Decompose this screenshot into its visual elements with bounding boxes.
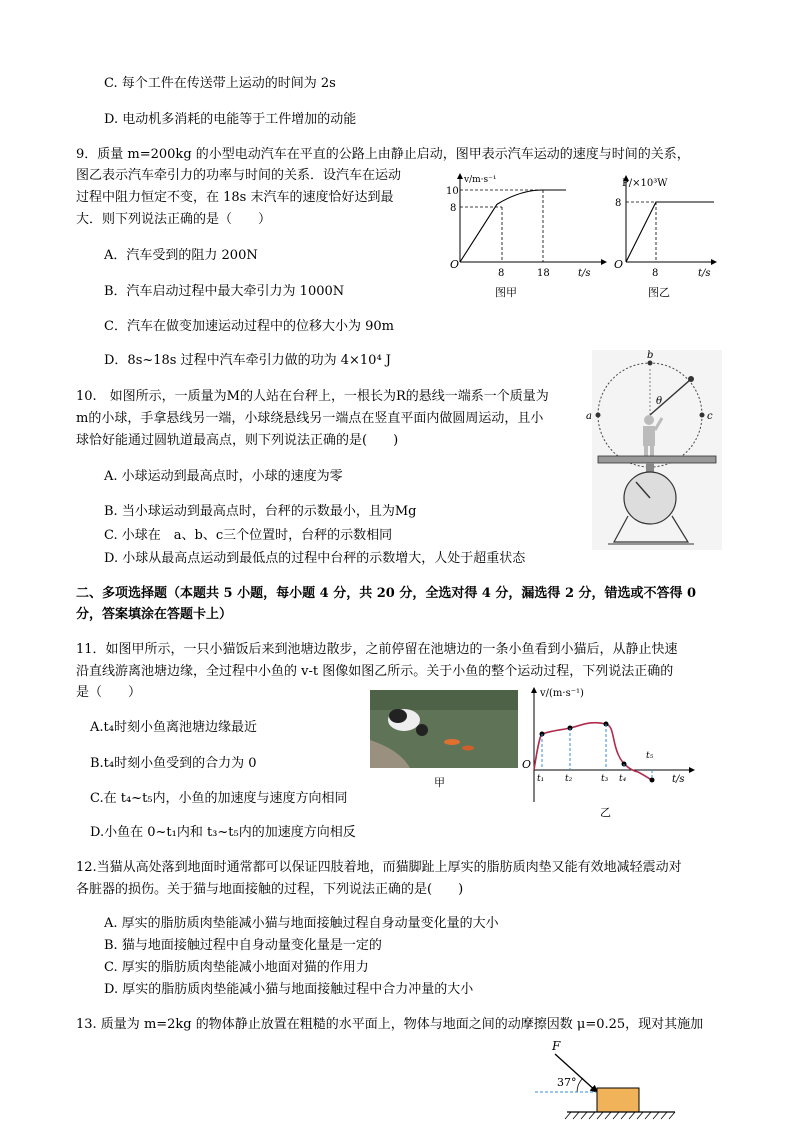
q9-jia-ylabel: v/m·s⁻¹ — [464, 175, 497, 185]
q11-velocity-curve — [534, 723, 652, 780]
q9-option-d: D．8s~18s 过程中汽车牵引力做的功为 4×10⁴ J — [104, 353, 391, 368]
section2-heading-line1: 二、多项选择题（本题共 5 小题，每小题 4 分，共 20 分，全选对得 4 分，漏选得 2 分，错选或不答得 0 — [76, 586, 697, 601]
q11-graph-origin: O — [522, 758, 532, 771]
q11-tick-t4: t₄ — [619, 774, 627, 784]
section2-heading-line2: 分，答案填涂在答题卡上） — [76, 607, 233, 622]
q9-option-c: C．汽车在做变加速运动过程中的位移大小为 90m — [104, 319, 394, 334]
q11-fish-icon — [444, 739, 460, 745]
q10-line2: m的小球，手拿悬线另一端，小球绕悬线另一端点在竖直平面内做圆周运动，且小 — [76, 411, 544, 426]
q13-force-label: F — [552, 1039, 561, 1053]
q11-graph-caption: 乙 — [600, 806, 611, 819]
q10-point-c — [700, 413, 705, 418]
q9-jia-xtick-8: 8 — [498, 268, 505, 279]
q9-yi-ytick-8: 8 — [615, 198, 622, 209]
q10-label-a: a — [586, 411, 592, 422]
q9-jia-caption: 图甲 — [495, 286, 517, 299]
q11-option-b: B.t₄时刻小鱼受到的合力为 0 — [90, 756, 257, 771]
q12-option-a: A. 厚实的脂肪质肉垫能减小猫与地面接触过程自身动量变化量的大小 — [104, 916, 499, 931]
q10-point-b — [648, 361, 653, 366]
q10-line1: 10. 如图所示，一质量为M的人站在台秤上，一根长为R的悬线一端系一个质量为 — [76, 389, 549, 404]
q9-yi-ylabel: P/×10³W — [622, 178, 668, 189]
q11-graph-ylabel: v/(m·s⁻¹) — [540, 688, 584, 699]
q11-graph-vt — [520, 684, 700, 819]
q12-line2: 各脏器的损伤。关于猫与地面接触的过程，下列说法正确的是( ) — [76, 882, 464, 897]
q9-graph-jia — [440, 170, 610, 300]
q10-label-theta: θ — [656, 396, 663, 407]
q9-jia-origin: O — [450, 258, 460, 271]
q8-option-c: C. 每个工件在传送带上运动的时间为 2s — [104, 76, 336, 91]
q9-option-b: B．汽车启动过程中最大牵引力为 1000N — [104, 284, 345, 299]
q9-jia-xtick-18: 18 — [537, 268, 550, 279]
q11-option-a: A.t₄时刻小鱼离池塘边缘最近 — [90, 720, 257, 735]
q10-point-a — [596, 413, 601, 418]
q8-option-d: D. 电动机多消耗的电能等于工件增加的动能 — [104, 112, 357, 127]
q10-option-d: D. 小球从最高点运动到最低点的过程中台秤的示数增大，人处于超重状态 — [104, 551, 526, 566]
q12-option-c: C. 厚实的脂肪质肉垫能减小地面对猫的作用力 — [104, 960, 369, 975]
q9-graph-yi — [610, 170, 720, 300]
q11-tick-t3: t₃ — [601, 774, 609, 784]
q9-stem-line4: 大．则下列说法正确的是（ ） — [76, 212, 272, 227]
q12-option-d: D. 厚实的脂肪质肉垫能减小猫与地面接触过程中合力冲量的大小 — [104, 982, 474, 997]
q11-option-c: C.在 t₄~t₅内，小鱼的加速度与速度方向相同 — [90, 791, 348, 806]
q10-option-b: B. 当小球运动到最高点时，台秤的示数最小，且为Mg — [104, 504, 417, 519]
q9-stem-line2: 图乙表示汽车牵引力的功率与时间的关系．设汽车在运动 — [76, 168, 402, 183]
q10-person-body — [643, 426, 655, 446]
q12-option-b: B. 猫与地面接触过程中自身动量变化量是一定的 — [104, 938, 382, 953]
q10-scale-platform — [598, 456, 716, 463]
q11-tick-t2: t₂ — [565, 774, 573, 784]
q11-graph-xlabel: t/s — [672, 774, 685, 785]
q9-jia-ytick-8: 8 — [450, 203, 457, 214]
q10-label-c: c — [707, 411, 713, 422]
q13-line1: 13. 质量为 m=2kg 的物体静止放置在粗糙的水平面上，物体与地面之间的动摩擦因数 μ=0.25，现对其施加 — [76, 1017, 704, 1032]
q11-photo-caption: 甲 — [434, 776, 445, 789]
q10-option-a: A. 小球运动到最高点时，小球的速度为零 — [104, 469, 343, 484]
q11-photo-cat-fish — [370, 690, 518, 790]
q13-angle-label: 37° — [557, 1076, 577, 1089]
q10-person-head — [644, 415, 654, 425]
q11-line3: 是（ ） — [76, 685, 142, 700]
q10-option-c: C. 小球在 a、b、c三个位置时，台秤的示数相同 — [104, 528, 393, 543]
q10-line3: 球恰好能通过圆轨道最高点，则下列说法正确的是( ) — [76, 433, 399, 448]
q9-yi-power-line — [626, 202, 714, 262]
q9-stem-line1: 9．质量 m=200kg 的小型电动汽车在平直的公路上由静止启动，图甲表示汽车运动的速度与时间的关系， — [76, 147, 690, 162]
q10-label-b: b — [647, 350, 654, 361]
q13-block — [597, 1088, 639, 1112]
q11-tick-t5: t₅ — [646, 751, 654, 761]
q9-yi-origin: O — [614, 258, 624, 271]
q11-option-d: D.小鱼在 0~t₁内和 t₃~t₅内的加速度方向相反 — [90, 825, 356, 840]
q11-line2: 沿直线游离池塘边缘，全过程中小鱼的 v-t 图像如图乙所示。关于小鱼的整个运动过程，下列说法正确的 — [76, 664, 674, 679]
q9-option-a: A．汽车受到的阻力 200N — [104, 248, 258, 263]
q13-figure — [525, 1036, 695, 1121]
q9-jia-velocity-curve — [460, 190, 566, 262]
q12-line1: 12.当猫从高处落到地面时通常都可以保证四肢着地，而猫脚趾上厚实的脂肪质肉垫又能有效地减轻震动对 — [76, 860, 682, 875]
q11-line1: 11．如图甲所示，一只小猫饭后来到池塘边散步，之前停留在池塘边的一条小鱼看到小猫后，从静止快速 — [76, 642, 678, 657]
q9-yi-xtick-8: 8 — [652, 268, 659, 279]
q10-ball — [688, 376, 694, 382]
q9-jia-ytick-10: 10 — [446, 186, 459, 197]
q9-jia-xlabel: t/s — [578, 268, 591, 279]
q9-stem-line3: 过程中阻力恒定不变，在 18s 末汽车的速度恰好达到最 — [76, 190, 394, 205]
q10-figure — [586, 350, 722, 550]
q9-yi-caption: 图乙 — [648, 286, 670, 299]
q9-yi-xlabel: t/s — [698, 268, 711, 279]
q11-tick-t1: t₁ — [537, 774, 545, 784]
